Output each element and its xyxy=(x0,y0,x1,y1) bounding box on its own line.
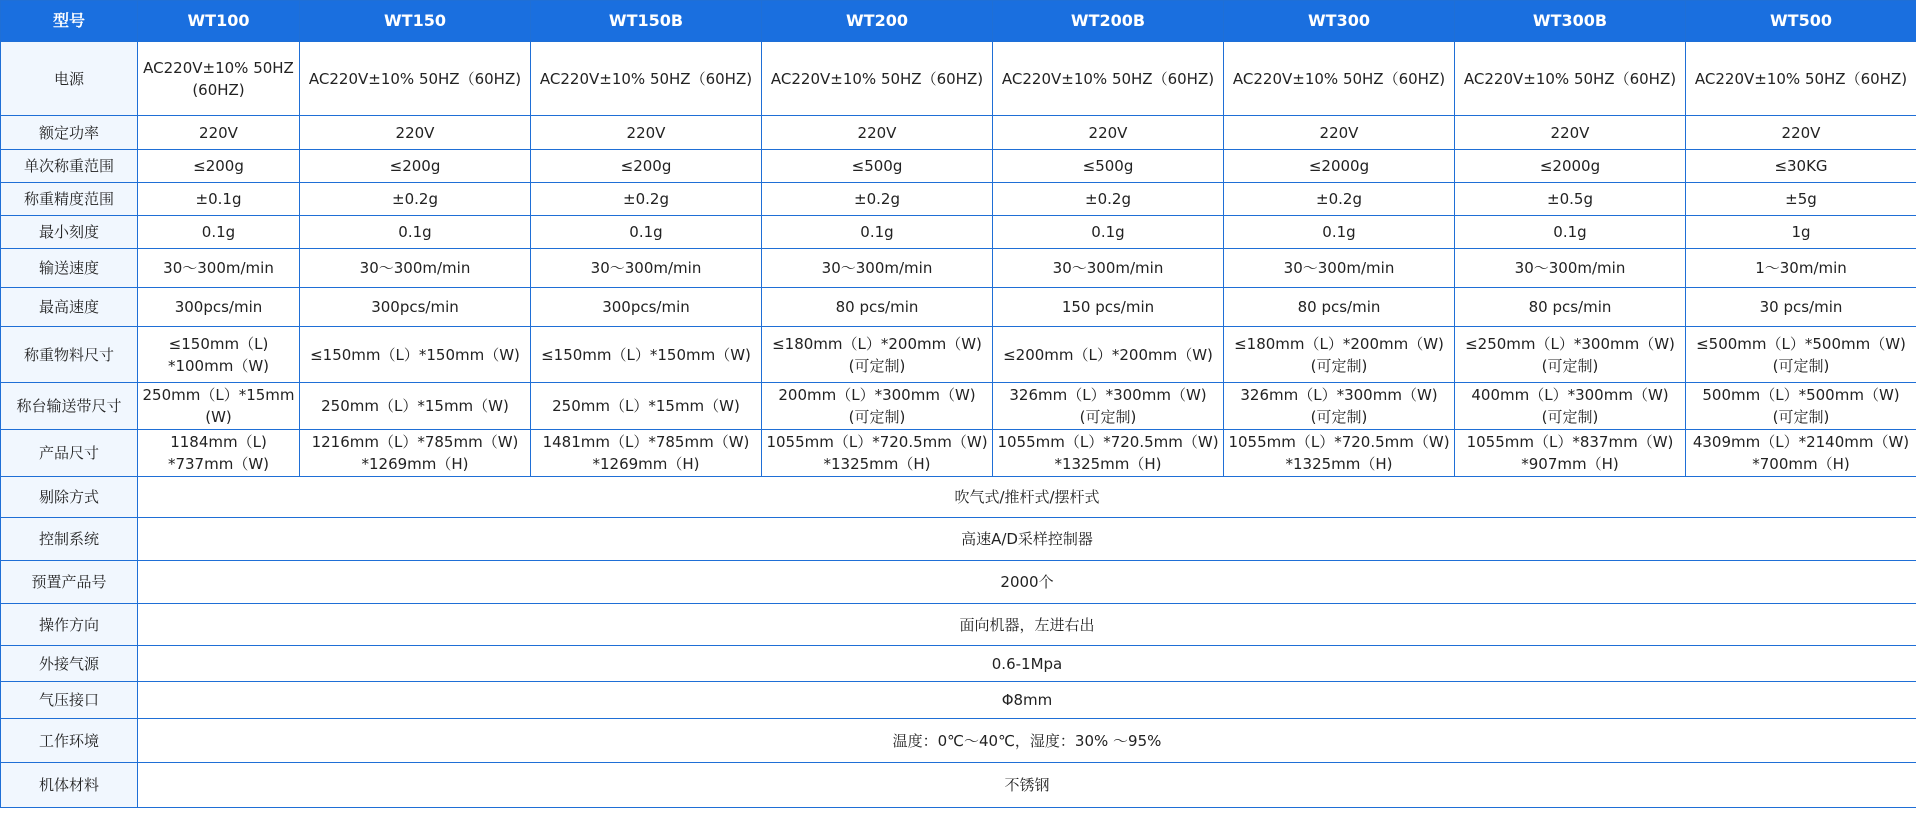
spec-cell: ±5g xyxy=(1686,183,1916,216)
spec-cell: ≤200g xyxy=(138,150,300,183)
spec-row-air-supply xyxy=(1,646,1916,682)
spec-cell: 1055mm（L）*720.5mm（W) *1325mm（H) xyxy=(1224,430,1455,477)
row-label: 称台输送带尺寸 xyxy=(1,383,138,430)
spec-row-product-size xyxy=(1,430,1916,477)
spec-cell: ≤2000g xyxy=(1224,150,1455,183)
model-header-wt500: WT500 xyxy=(1686,1,1916,42)
spec-cell: 30～300m/min xyxy=(1455,249,1686,288)
spec-cell: AC220V±10% 50HZ（60HZ) xyxy=(993,42,1224,116)
spec-cell: 220V xyxy=(300,116,531,150)
spec-cell: 0.1g xyxy=(531,216,762,249)
spec-cell: 1g xyxy=(1686,216,1916,249)
spec-cell: 250mm（L）*15mm（W) xyxy=(300,383,531,430)
header-row xyxy=(1,1,1916,42)
model-header-wt200b: WT200B xyxy=(993,1,1224,42)
spec-cell: 300pcs/min xyxy=(300,288,531,327)
spec-cell: 500mm（L）*500mm（W) (可定制) xyxy=(1686,383,1916,430)
spec-cell: 0.1g xyxy=(1455,216,1686,249)
row-label: 称重物料尺寸 xyxy=(1,327,138,383)
spec-row-min-scale xyxy=(1,216,1916,249)
spec-cell: ±0.1g xyxy=(138,183,300,216)
model-header-wt300: WT300 xyxy=(1224,1,1455,42)
spec-cell: 220V xyxy=(1686,116,1916,150)
spec-cell: ≤150mm（L）*150mm（W) xyxy=(300,327,531,383)
spec-row-belt-size xyxy=(1,383,1916,430)
spec-row-conveyor-speed xyxy=(1,249,1916,288)
spec-cell: 30～300m/min xyxy=(762,249,993,288)
spec-cell: 30～300m/min xyxy=(138,249,300,288)
spec-cell: 30 pcs/min xyxy=(1686,288,1916,327)
spec-cell-merged: 2000个 xyxy=(138,561,1916,604)
spec-row-material xyxy=(1,763,1916,808)
spec-cell: 0.1g xyxy=(300,216,531,249)
spec-cell: 0.1g xyxy=(1224,216,1455,249)
row-label: 单次称重范围 xyxy=(1,150,138,183)
spec-cell: AC220V±10% 50HZ（60HZ) xyxy=(1455,42,1686,116)
model-header-wt150: WT150 xyxy=(300,1,531,42)
model-header-wt300b: WT300B xyxy=(1455,1,1686,42)
spec-cell: 0.1g xyxy=(993,216,1224,249)
spec-cell: 1481mm（L）*785mm（W) *1269mm（H) xyxy=(531,430,762,477)
spec-cell-merged: 面向机器，左进右出 xyxy=(138,604,1916,646)
spec-cell: ≤200g xyxy=(300,150,531,183)
spec-cell: AC220V±10% 50HZ（60HZ) xyxy=(1224,42,1455,116)
spec-cell: ≤180mm（L）*200mm（W) (可定制) xyxy=(1224,327,1455,383)
spec-cell: 220V xyxy=(993,116,1224,150)
spec-row-control-system xyxy=(1,518,1916,561)
spec-cell: 1055mm（L）*837mm（W) *907mm（H) xyxy=(1455,430,1686,477)
spec-cell: 4309mm（L）*2140mm（W) *700mm（H) xyxy=(1686,430,1916,477)
spec-cell: 1216mm（L）*785mm（W) *1269mm（H) xyxy=(300,430,531,477)
row-label: 额定功率 xyxy=(1,116,138,150)
spec-cell: 30～300m/min xyxy=(1224,249,1455,288)
spec-cell: ±0.2g xyxy=(762,183,993,216)
row-label: 电源 xyxy=(1,42,138,116)
spec-cell: 1～30m/min xyxy=(1686,249,1916,288)
spec-row-accuracy xyxy=(1,183,1916,216)
row-label: 最高速度 xyxy=(1,288,138,327)
spec-cell: ≤500g xyxy=(762,150,993,183)
row-label: 最小刻度 xyxy=(1,216,138,249)
spec-cell: ±0.2g xyxy=(300,183,531,216)
spec-cell: ±0.5g xyxy=(1455,183,1686,216)
spec-cell-merged: 高速A/D采样控制器 xyxy=(138,518,1916,561)
spec-cell: ≤500g xyxy=(993,150,1224,183)
spec-cell: ≤150mm（L) *100mm（W) xyxy=(138,327,300,383)
model-header-wt150b: WT150B xyxy=(531,1,762,42)
spec-cell-merged: 0.6-1Mpa xyxy=(138,646,1916,682)
row-label: 剔除方式 xyxy=(1,477,138,518)
spec-cell: AC220V±10% 50HZ（60HZ) xyxy=(762,42,993,116)
spec-row-environment xyxy=(1,719,1916,763)
spec-row-weighing-range xyxy=(1,150,1916,183)
spec-cell: 0.1g xyxy=(138,216,300,249)
spec-cell: ≤30KG xyxy=(1686,150,1916,183)
spec-cell: 220V xyxy=(138,116,300,150)
spec-row-preset-products xyxy=(1,561,1916,604)
spec-cell: 250mm（L）*15mm（W) xyxy=(531,383,762,430)
spec-row-material-size xyxy=(1,327,1916,383)
spec-row-air-port xyxy=(1,682,1916,719)
spec-cell: 220V xyxy=(1455,116,1686,150)
row-label: 操作方向 xyxy=(1,604,138,646)
spec-cell: ≤250mm（L）*300mm（W) (可定制) xyxy=(1455,327,1686,383)
spec-cell: ≤150mm（L）*150mm（W) xyxy=(531,327,762,383)
spec-row-power-supply xyxy=(1,42,1916,116)
row-label: 机体材料 xyxy=(1,763,138,808)
spec-cell-merged: 不锈钢 xyxy=(138,763,1916,808)
spec-cell: 1184mm（L) *737mm（W) xyxy=(138,430,300,477)
spec-cell: 326mm（L）*300mm（W) (可定制) xyxy=(993,383,1224,430)
spec-cell: ≤180mm（L）*200mm（W) (可定制) xyxy=(762,327,993,383)
spec-cell-merged: 温度：0℃～40℃，湿度：30% ～95% xyxy=(138,719,1916,763)
row-label: 气压接口 xyxy=(1,682,138,719)
model-header-wt200: WT200 xyxy=(762,1,993,42)
spec-cell-merged: 吹气式/推杆式/摆杆式 xyxy=(138,477,1916,518)
spec-cell: 250mm（L）*15mm (W) xyxy=(138,383,300,430)
spec-row-reject-method xyxy=(1,477,1916,518)
spec-cell: AC220V±10% 50HZ (60HZ) xyxy=(138,42,300,116)
spec-cell: 30～300m/min xyxy=(300,249,531,288)
spec-cell: 150 pcs/min xyxy=(993,288,1224,327)
spec-cell: 300pcs/min xyxy=(138,288,300,327)
spec-row-rated-power xyxy=(1,116,1916,150)
spec-cell: 326mm（L）*300mm（W) (可定制) xyxy=(1224,383,1455,430)
row-label: 输送速度 xyxy=(1,249,138,288)
spec-cell: 80 pcs/min xyxy=(1224,288,1455,327)
spec-cell: AC220V±10% 50HZ（60HZ) xyxy=(531,42,762,116)
spec-cell: ≤200g xyxy=(531,150,762,183)
spec-cell: 30～300m/min xyxy=(993,249,1224,288)
row-label: 产品尺寸 xyxy=(1,430,138,477)
spec-cell: 0.1g xyxy=(762,216,993,249)
spec-cell: ≤2000g xyxy=(1455,150,1686,183)
spec-row-operation-direction xyxy=(1,604,1916,646)
spec-cell: 220V xyxy=(1224,116,1455,150)
row-label: 工作环境 xyxy=(1,719,138,763)
spec-cell: 200mm（L）*300mm（W) (可定制) xyxy=(762,383,993,430)
spec-cell: ±0.2g xyxy=(993,183,1224,216)
spec-cell: ±0.2g xyxy=(531,183,762,216)
spec-cell: ≤500mm（L）*500mm（W) (可定制) xyxy=(1686,327,1916,383)
header-label: 型号 xyxy=(1,1,138,42)
spec-cell: 220V xyxy=(762,116,993,150)
spec-cell: 80 pcs/min xyxy=(762,288,993,327)
spec-cell: 220V xyxy=(531,116,762,150)
spec-cell: 30～300m/min xyxy=(531,249,762,288)
row-label: 称重精度范围 xyxy=(1,183,138,216)
spec-cell: 1055mm（L）*720.5mm（W) *1325mm（H) xyxy=(993,430,1224,477)
spec-cell: ±0.2g xyxy=(1224,183,1455,216)
spec-cell: 80 pcs/min xyxy=(1455,288,1686,327)
spec-cell-merged: Φ8mm xyxy=(138,682,1916,719)
spec-cell: AC220V±10% 50HZ（60HZ) xyxy=(1686,42,1916,116)
model-header-wt100: WT100 xyxy=(138,1,300,42)
spec-cell: 300pcs/min xyxy=(531,288,762,327)
spec-row-max-speed xyxy=(1,288,1916,327)
spec-cell: 1055mm（L）*720.5mm（W) *1325mm（H) xyxy=(762,430,993,477)
row-label: 外接气源 xyxy=(1,646,138,682)
row-label: 预置产品号 xyxy=(1,561,138,604)
spec-cell: ≤200mm（L）*200mm（W) xyxy=(993,327,1224,383)
row-label: 控制系统 xyxy=(1,518,138,561)
spec-cell: AC220V±10% 50HZ（60HZ) xyxy=(300,42,531,116)
spec-cell: 400mm（L）*300mm（W) (可定制) xyxy=(1455,383,1686,430)
